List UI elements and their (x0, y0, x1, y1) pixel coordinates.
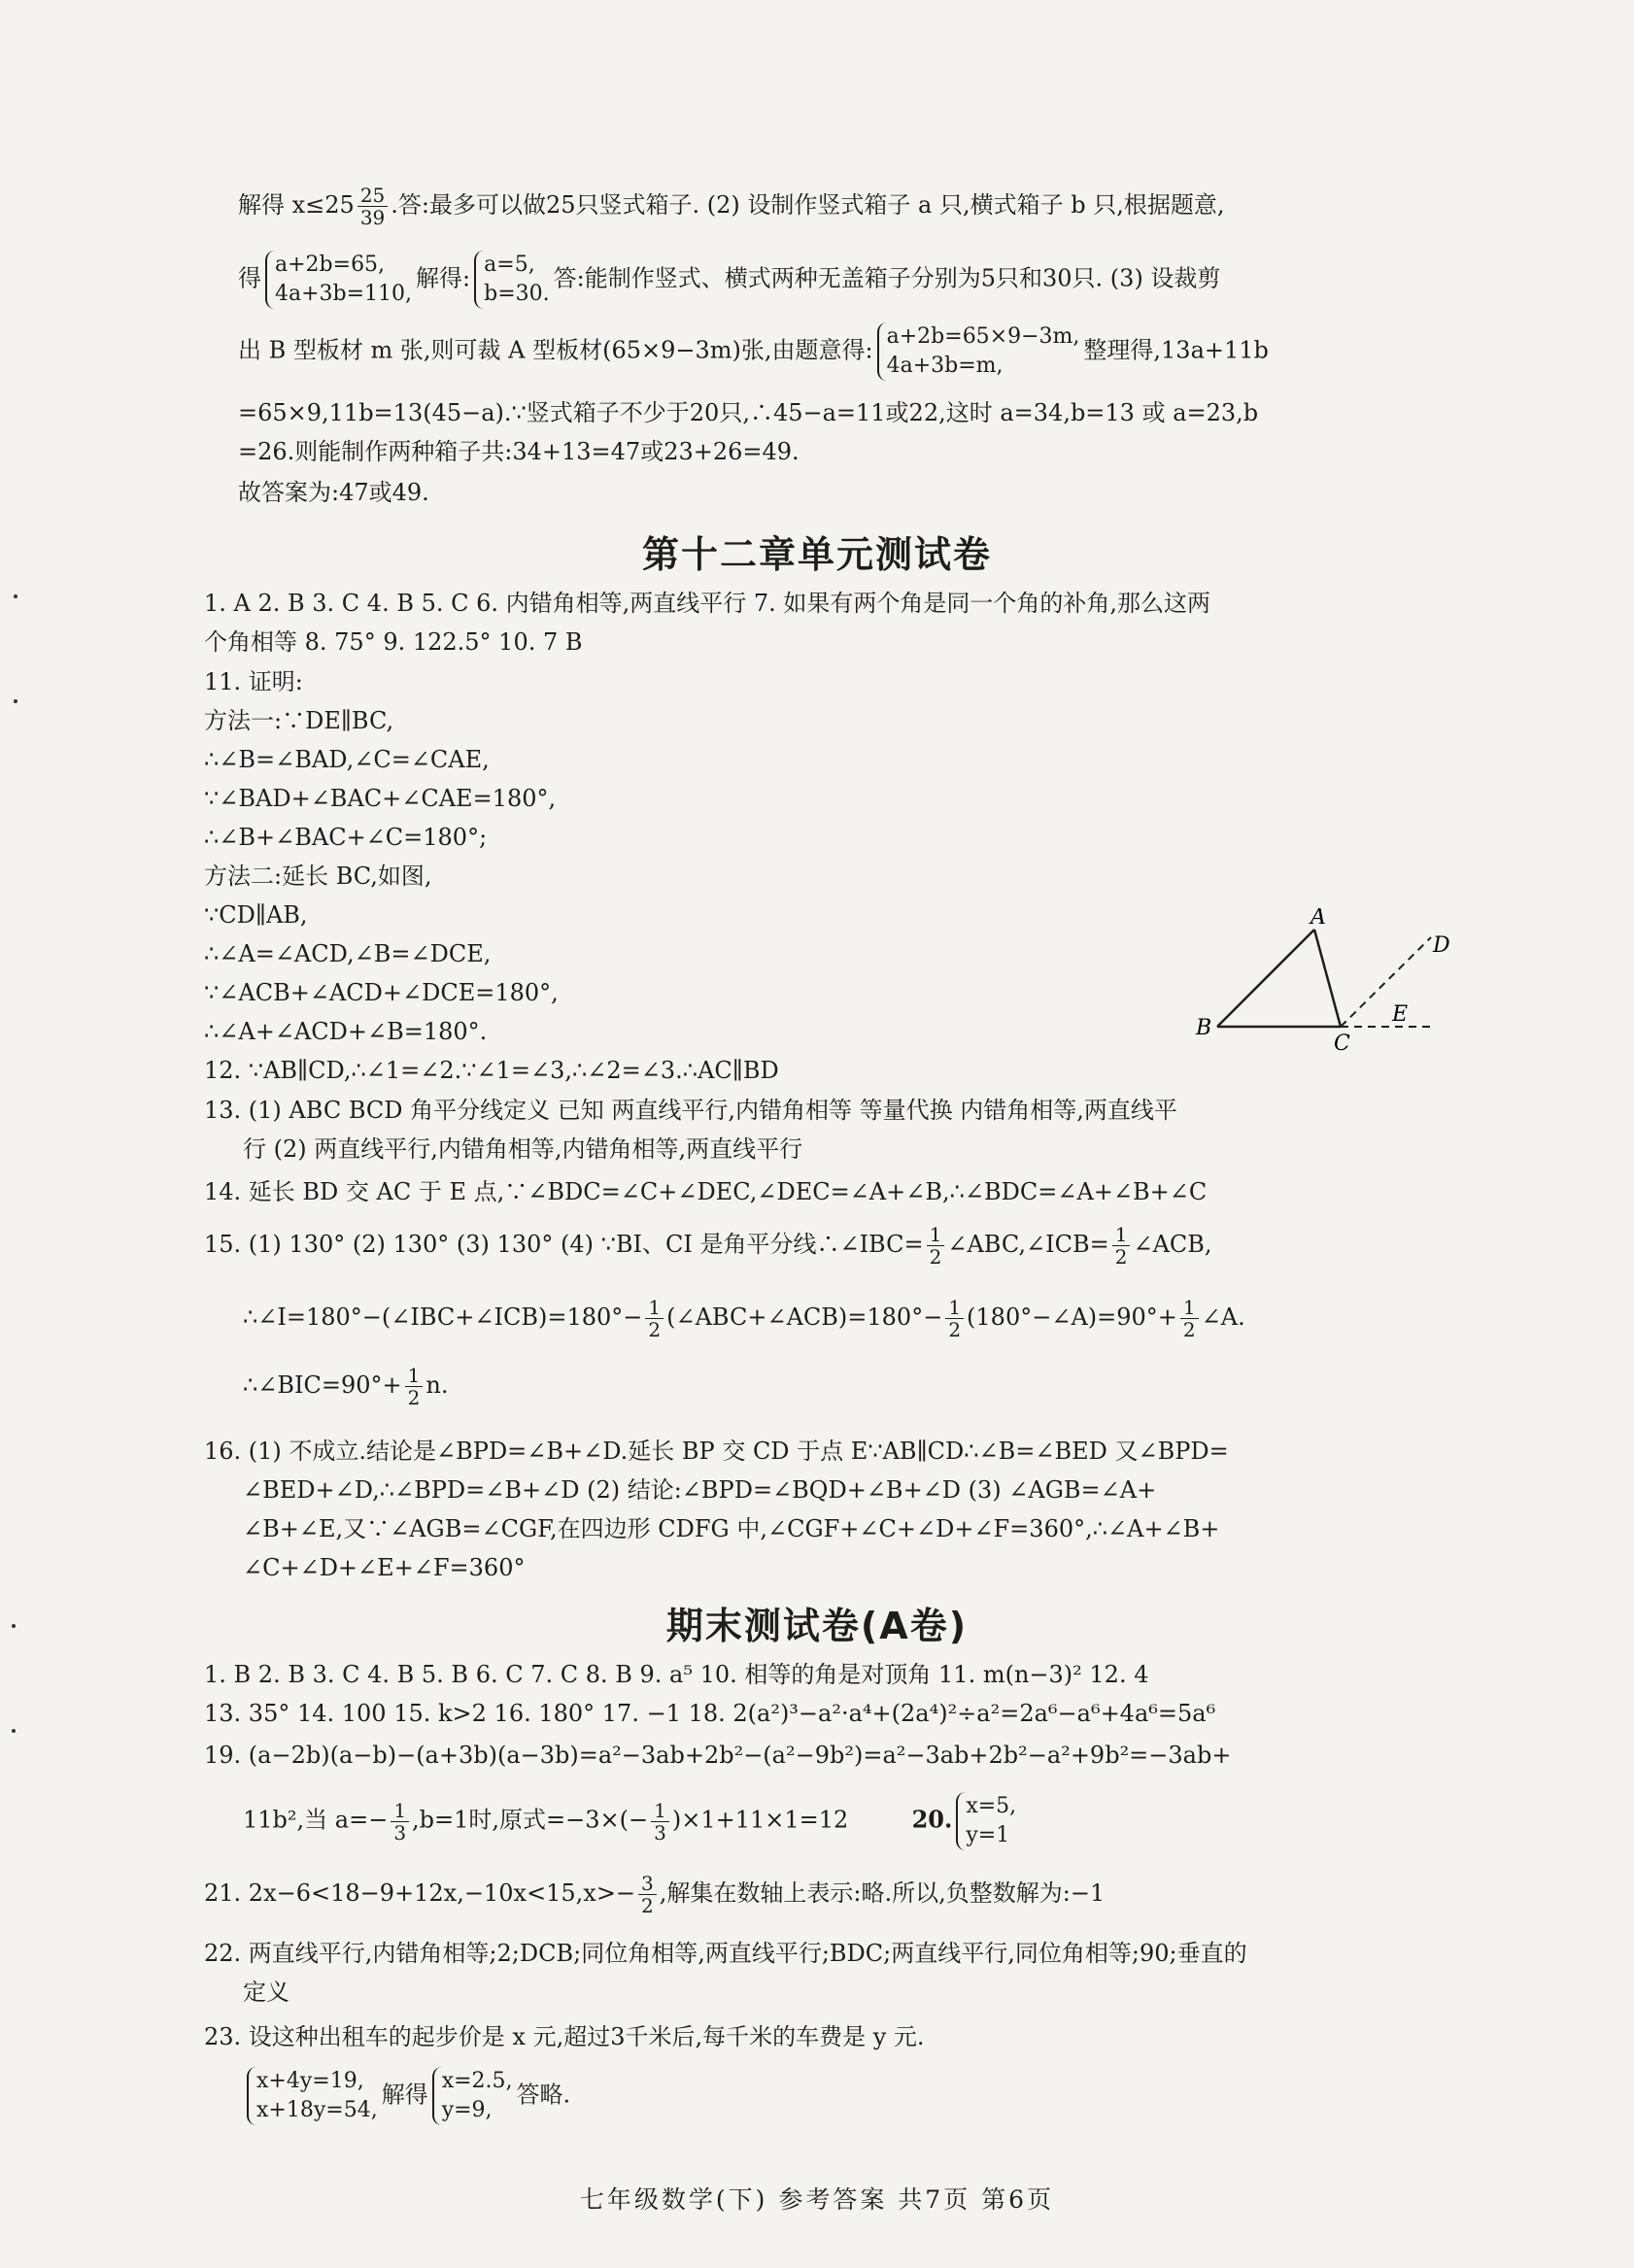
answer-line: 16. (1) 不成立.结论是∠BPD=∠B+∠D.延长 BP 交 CD 于点 E∵AB∥CD∴∠B=∠BED 又∠BPD= (204, 1438, 1229, 1465)
answer-line: 13. (1) ABC BCD 角平分线定义 已知 两直线平行,内错角相等 等量代换 内错角相等,两直线平 (204, 1097, 1177, 1124)
answer-line: ∵∠BAD+∠BAC+∠CAE=180°, (204, 785, 557, 812)
answer-line: 11. 证明: (204, 668, 303, 695)
scan-speck (12, 1624, 16, 1628)
answer-line: 11b²,当 a=− $\frac{1}{3}$ ,b=1时,原式=−3×(− $\frac{1}{3}$ )×1+11×1=12 20. x=5, y=1 (243, 1792, 1020, 1850)
answer-line: ∠C+∠D+∠E+∠F=360° (243, 1554, 526, 1581)
fraction: $\frac{1}{3}$ (391, 1800, 409, 1844)
answer-line: 行 (2) 两直线平行,内错角相等,内错角相等,两直线平行 (243, 1135, 803, 1163)
fraction: $\frac{1}{2}$ (927, 1224, 945, 1268)
segment-ab (1217, 930, 1314, 1027)
fraction: $\frac{1}{2}$ (645, 1297, 664, 1340)
answer-line: 23. 设这种出租车的起步价是 x 元,超过3千米后,每千米的车费是 y 元. (204, 2023, 925, 2050)
answer-line (238, 251, 1220, 309)
text: 得 (238, 264, 261, 292)
fraction: $\frac{1}{2}$ (945, 1297, 964, 1340)
text: 答:能制作竖式、横式两种无盖箱子分别为5只和30只. (3) 设裁剪 (553, 264, 1221, 292)
answer-line: 14. 延长 BD 交 AC 于 E 点,∵∠BDC=∠C+∠DEC,∠DEC=∠A+∠B,∴∠BDC=∠A+∠B+∠C (204, 1178, 1208, 1205)
geometry-figure (1190, 908, 1472, 1054)
answer-line: 个角相等 8. 75° 9. 122.5° 10. 7 B (204, 628, 583, 656)
text: 出 B 型板材 m 张,则可裁 A 型板材(65×9−3m)张,由题意得: (238, 336, 873, 364)
scan-speck (14, 594, 17, 598)
answer-line: 22. 两直线平行,内错角相等;2;DCB;同位角相等,两直线平行;BDC;两直线平行,同位角相等;90;垂直的 (204, 1940, 1247, 1967)
answer-line: =26.则能制作两种箱子共:34+13=47或23+26=49. (238, 438, 800, 465)
section-title: 第十二章单元测试卷 (641, 533, 992, 576)
label-c: C (1334, 1032, 1350, 1054)
answer-line: ∠BED+∠D,∴∠BPD=∠B+∠D (2) 结论:∠BPD=∠BQD+∠B+∠D (3) ∠AGB=∠A+ (243, 1476, 1157, 1504)
scan-speck (12, 1729, 16, 1733)
answer-line: ∴∠A+∠ACD+∠B=180°. (204, 1018, 488, 1045)
answer-line: ∵∠ACB+∠ACD+∠DCE=180°, (204, 979, 559, 1006)
answer-line: ∵CD∥AB, (204, 901, 308, 929)
fraction: $\frac{1}{3}$ (651, 1800, 669, 1844)
text: 解得: (416, 264, 471, 292)
answer-line: 1. B 2. B 3. C 4. B 5. B 6. C 7. C 8. B 9. a⁵ 10. 相等的角是对顶角 11. m(n−3)² 12. 4 (204, 1661, 1149, 1688)
answer-line (238, 185, 1224, 228)
answer-line: 13. 35° 14. 100 15. k>2 16. 180° 17. −1 18. 2(a²)³−a²·a⁴+(2a⁴)²÷a²=2a⁶−a⁶+4a⁶=5a⁶ (204, 1700, 1216, 1727)
answer-line (238, 322, 1269, 381)
answer-line: 12. ∵AB∥CD,∴∠1=∠2.∵∠1=∠3,∴∠2=∠3.∴AC∥BD (204, 1057, 779, 1084)
answer-line: x+4y=19, x+18y=54, 解得 x=2.5, y=9, 答略. (243, 2067, 570, 2125)
answer-line: ∴∠BIC=90°+ $\frac{1}{2}$ n. (243, 1364, 449, 1409)
answer-line: 方法二:延长 BC,如图, (204, 863, 432, 890)
fraction: $\frac{1}{2}$ (1112, 1224, 1131, 1268)
ray-cd (1341, 937, 1431, 1027)
equation-system: a=5, b=30. (474, 251, 550, 309)
label-b: B (1196, 1016, 1212, 1040)
fraction: $\frac{1}{2}$ (1180, 1297, 1199, 1340)
label-d: D (1433, 933, 1450, 958)
answer-line: 1. A 2. B 3. C 4. B 5. C 6. 内错角相等,两直线平行 7. 如果有两个角是同一个角的补角,那么这两 (204, 590, 1211, 617)
fraction: $\frac{1}{2}$ (405, 1365, 424, 1408)
answer-line: ∴∠I=180°−(∠IBC+∠ICB)=180°− $\frac{1}{2}$ (∠ABC+∠ACB)=180°− $\frac{1}{2}$ (180°−∠A)=90°+ $\frac{1}{2}$ ∠A. (243, 1296, 1245, 1341)
answer-line: 定义 (243, 1979, 289, 2006)
equation-system: x=5, y=1 (956, 1792, 1016, 1850)
answer-line: 19. (a−2b)(a−b)−(a+3b)(a−3b)=a²−3ab+2b²−(a²−9b²)=a²−3ab+2b²−a²+9b²=−3ab+ (204, 1742, 1232, 1769)
answer-line: ∴∠B=∠BAD,∠C=∠CAE, (204, 746, 490, 773)
fraction: $\frac{3}{2}$ (638, 1873, 657, 1916)
fraction: $\frac{25}{39}$ (357, 185, 388, 228)
text: .答:最多可以做25只竖式箱子. (2) 设制作竖式箱子 a 只,横式箱子 b 只,根据题意, (391, 191, 1225, 219)
answer-line: 方法一:∵DE∥BC, (204, 707, 394, 734)
equation-system: a+2b=65, 4a+3b=110, (265, 251, 412, 309)
page-footer: 七年级数学(下) 参考答案 共7页 第6页 (579, 2185, 1055, 2214)
text: 解得 x≤25 (238, 191, 355, 219)
answer-line: =65×9,11b=13(45−a).∵竖式箱子不少于20只,∴45−a=11或22,这时 a=34,b=13 或 a=23,b (238, 399, 1259, 426)
answer-line: ∴∠B+∠BAC+∠C=180°; (204, 824, 488, 851)
equation-system: x=2.5, y=9, (432, 2067, 513, 2125)
answer-line: ∠B+∠E,又∵∠AGB=∠CGF,在四边形 CDFG 中,∠CGF+∠C+∠D+∠F=360°,∴∠A+∠B+ (243, 1515, 1220, 1542)
section-title: 期末测试卷(A卷) (665, 1605, 969, 1647)
answer-line: 故答案为:47或49. (238, 479, 429, 506)
answer-line: 21. 2x−6<18−9+12x,−10x<15,x>− $\frac{3}{2}$ ,解集在数轴上表示:略.所以,负整数解为:−1 (204, 1872, 1106, 1917)
equation-system: x+4y=19, x+18y=54, (247, 2067, 378, 2125)
answer-line: 15. (1) 130° (2) 130° (3) 130° (4) ∵BI、CI 是角平分线∴∠IBC= $\frac{1}{2}$ ∠ABC,∠ICB= $\frac{1}{2}$ ∠ACB, (204, 1223, 1212, 1269)
segment-ac (1314, 930, 1341, 1027)
label-e: E (1392, 1002, 1409, 1027)
equation-system: a+2b=65×9−3m, 4a+3b=m, (877, 322, 1080, 381)
text: 整理得,13a+11b (1083, 336, 1269, 364)
scan-speck (14, 699, 17, 703)
answer-line: ∴∠A=∠ACD,∠B=∠DCE, (204, 940, 492, 967)
label-a: A (1311, 908, 1326, 930)
